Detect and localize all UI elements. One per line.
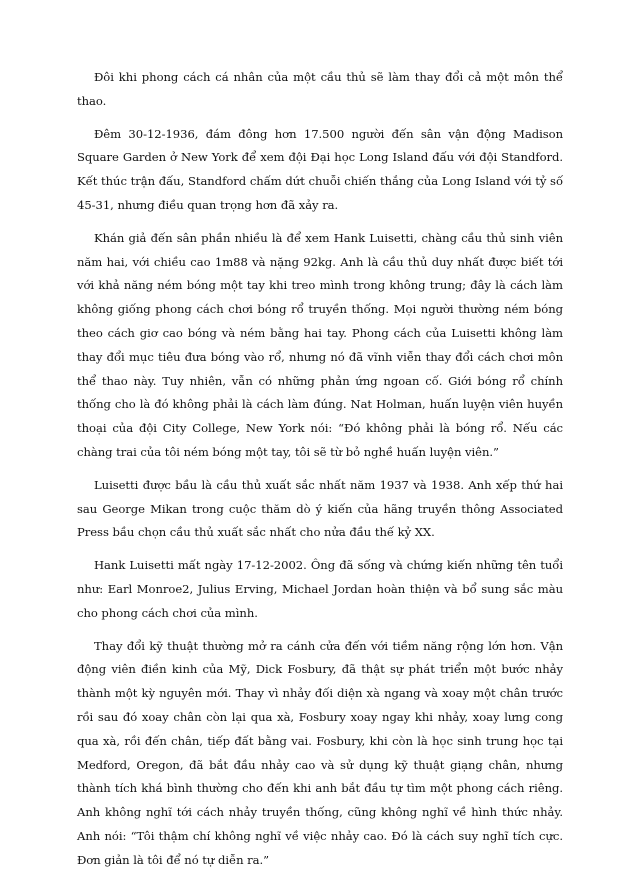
paragraph-intro: Đôi khi phong cách cá nhân của một cầu thủ sẽ làm thay đổi cả một môn thể thao. <box>77 70 563 108</box>
paragraph-madison-square-garden: Đêm 30-12-1936, đám đông hơn 17.500 người đến sân vận động Madison Square Garden ở New York để xem đội Đại học Long Island đấu với đội Standford. Kết thúc trận đấu, Standford chấm dứt chuỗi chiến thắng của Long Island với tỷ số 45-31, nhưng điều quan trọng hơn đã xảy ra. <box>77 126 563 212</box>
paragraph-hank-luisetti: Khán giả đến sân phần nhiều là để xem Hank Luisetti, chàng cầu thủ sinh viên năm hai, với chiều cao 1m88 và nặng 92kg. Anh là cầu thủ duy nhất được biết tới với khả năng ném bóng một tay khi treo mình trong không trung; đây là cách làm không giống phong cách chơi bóng rổ truyền thống. Mọi người thường ném bóng theo cách giơ cao bóng và ném bằng hai tay. Phong cách của Luisetti không làm thay đổi mục tiêu đưa bóng vào rổ, nhưng nó đã vĩnh viễn thay đổi cách chơi môn thể thao này. Tuy nhiên, vẫn có những phản ứng ngoan cố. Giới bóng rổ chính thống cho là đó không phải là cách làm đúng. Nat Holman, huấn luyện viên huyền thoại của đội City College, New York nói: “Đó không phải là bóng rổ. Nếu các chàng trai của tôi ném bóng một tay, tôi sẽ từ bỏ nghề huấn luyện viên.” <box>77 230 563 459</box>
paragraph-luisetti-death: Hank Luisetti mất ngày 17-12-2002. Ông đã sống và chứng kiến những tên tuổi như: Earl Monroe2, Julius Erving, Michael Jordan hoàn thiện và bổ sung sắc màu cho phong cách chơi của mình. <box>77 558 563 620</box>
paragraph-dick-fosbury: Thay đổi kỹ thuật thường mở ra cánh cửa đến với tiềm năng rộng lớn hơn. Vận động viên điền kinh của Mỹ, Dick Fosbury, đã thật sự phát triển một bước nhảy thành một kỳ nguyên mới. Thay vì nhảy đối diện xà ngang và xoay một chân trước rồi sau đó xoay chân còn lại qua xà, Fosbury xoay ngay khi nhảy, xoay lưng cong qua xà, rồi đến chân, tiếp đất bằng vai. Fosbury, khi còn là học sinh trung học tại Medford, Oregon, đã bắt đầu nhảy cao và sử dụng kỹ thuật giạng chân, nhưng thành tích khá bình thường cho đến khi anh bắt đầu tự tìm một phong cách riêng. Anh không nghĩ tới cách nhảy truyền thống, cũng không nghĩ về hình thức nhảy. Anh nói: “Tôi thậm chí không nghĩ về việc nhảy cao. Đó là cách suy nghĩ tích cực. Đơn giản là tôi để nó tự diễn ra.” <box>77 638 563 867</box>
paragraph-luisetti-awards: Luisetti được bầu là cầu thủ xuất sắc nhất năm 1937 và 1938. Anh xếp thứ hai sau George Mikan trong cuộc thăm dò ý kiến của hãng truyền thông Associated Press bầu chọn cầu thủ xuất sắc nhất cho nửa đầu thế kỷ XX. <box>77 477 563 540</box>
document-body <box>77 66 563 882</box>
